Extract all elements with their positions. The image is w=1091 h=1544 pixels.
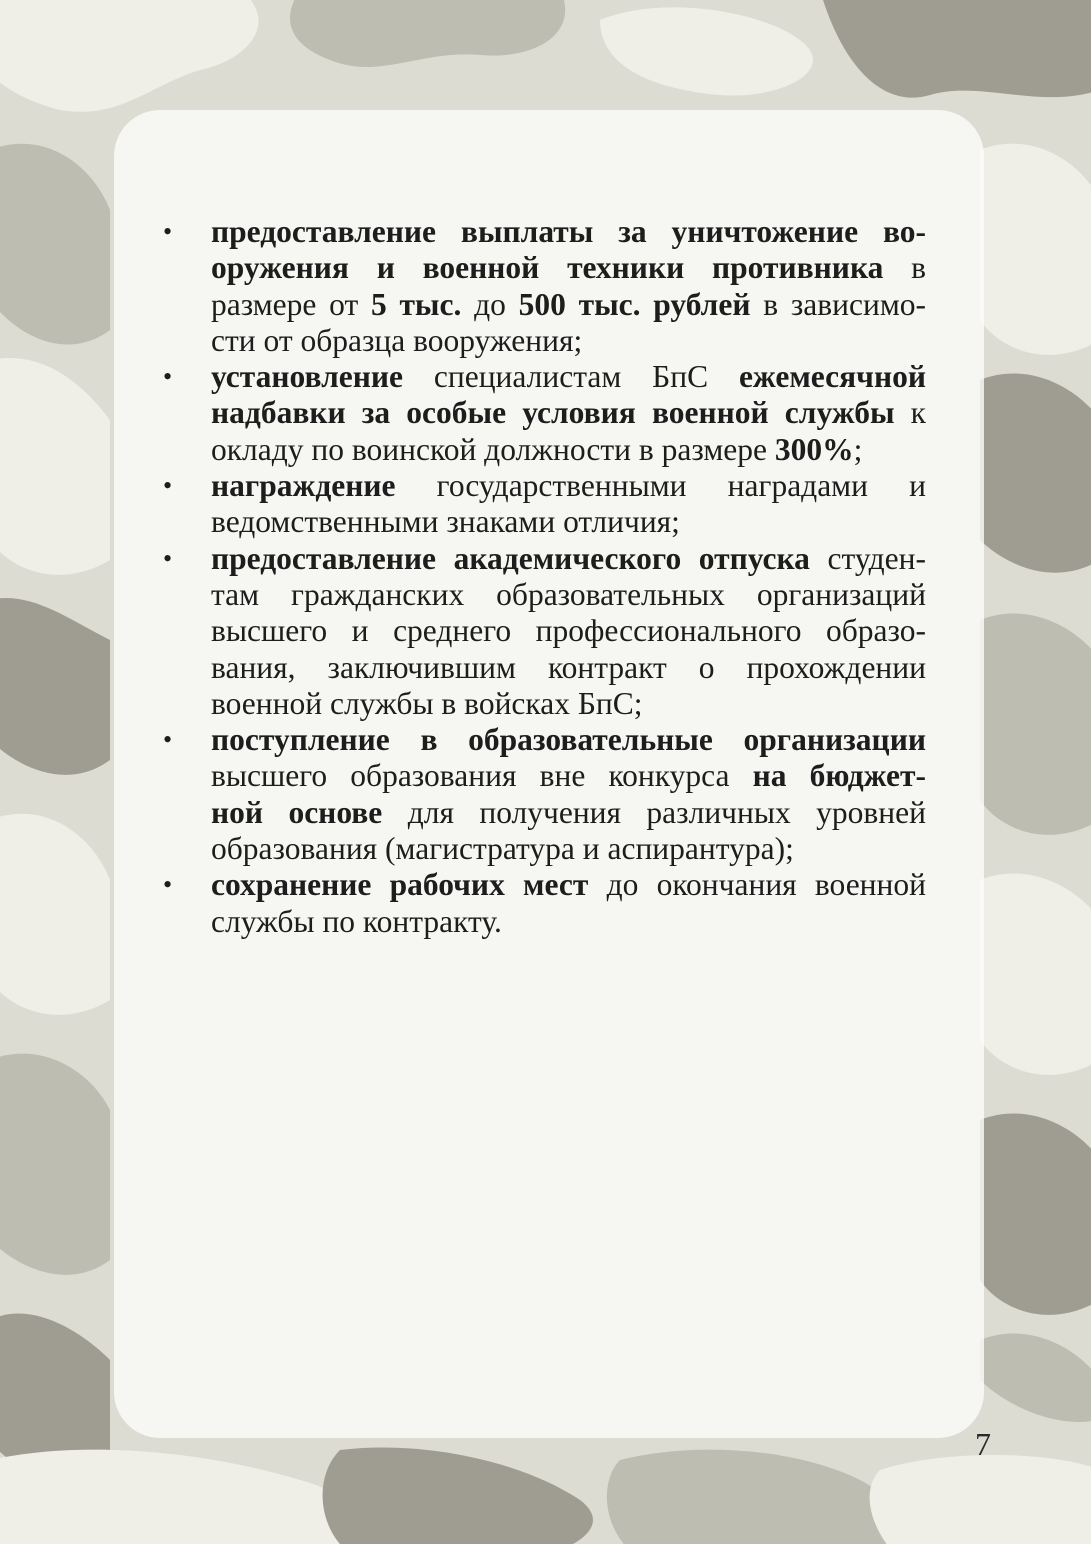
text-line: [211, 613, 926, 649]
bold-text: предоставление академического отпуска: [211, 540, 810, 576]
bullet-icon: •: [163, 471, 173, 501]
text-line: [211, 758, 926, 794]
list-item: [160, 867, 926, 940]
list-item: [160, 722, 926, 867]
regular-text: высшего образования вне конкурса: [211, 758, 753, 794]
bullet-icon: •: [163, 543, 173, 573]
regular-text: государственными наградами и: [395, 468, 926, 504]
text-line: [211, 795, 926, 831]
regular-text: ведомственными знаками отличия;: [211, 504, 680, 540]
regular-text: студен-: [809, 540, 926, 576]
regular-text: образования (магистратура и аспирантура);: [211, 831, 794, 867]
text-line: [211, 686, 926, 722]
text-line: [211, 504, 926, 540]
bullet-icon: •: [163, 362, 173, 392]
regular-text: специалистам БпС: [403, 359, 739, 395]
text-line: [211, 867, 926, 903]
text-line: [211, 359, 926, 395]
regular-text: ;: [853, 431, 863, 467]
text-line: [211, 650, 926, 686]
text-line: [211, 468, 926, 504]
regular-text: службы по контракту.: [211, 903, 502, 939]
text-line: [211, 395, 926, 431]
bullet-icon: •: [163, 217, 173, 246]
text-line: [211, 287, 926, 323]
regular-text: для получения различных уровней: [382, 794, 926, 830]
bold-text: ной основе: [211, 794, 383, 830]
regular-text: к: [894, 395, 926, 431]
list-item: [160, 359, 926, 468]
regular-text: размере от: [211, 286, 371, 322]
text-line: [211, 904, 926, 940]
text-line: [211, 432, 926, 468]
bold-text: установление: [211, 359, 404, 395]
regular-text: вания, заключившим контракт о прохождении: [211, 649, 926, 685]
regular-text: там гражданских образовательных организаций: [211, 576, 926, 612]
list-item: [160, 214, 926, 359]
page-number: 7: [975, 1426, 991, 1462]
text-line: [211, 323, 926, 359]
regular-text: в: [883, 250, 926, 286]
bold-text: поступление в образовательные организации: [211, 722, 926, 758]
text-line: [211, 577, 926, 613]
text-line: [211, 214, 926, 250]
list-item: [160, 541, 926, 722]
bold-text: предоставление выплаты за уничтожение во-: [211, 214, 926, 249]
bold-text: ежемесячной: [738, 359, 926, 395]
bold-text: на бюджет-: [752, 758, 926, 794]
bold-text: награждение: [211, 468, 396, 504]
bold-text: оружения и военной техники противника: [211, 250, 884, 286]
text-line: [211, 250, 926, 286]
regular-text: сти от образца вооружения;: [211, 322, 583, 358]
list-item: [160, 468, 926, 541]
bold-text: 300%: [774, 431, 854, 467]
regular-text: до окончания военной: [588, 867, 926, 903]
bold-text: 500 тыс. рублей: [518, 286, 751, 322]
bold-text: 5 тыс.: [370, 286, 462, 322]
regular-text: военной службы в войсках БпС;: [211, 685, 643, 721]
regular-text: в зависимо-: [750, 286, 926, 322]
regular-text: окладу по воинской должности в размере: [211, 431, 775, 467]
text-line: [211, 541, 926, 577]
bullet-icon: •: [163, 870, 173, 900]
bullet-icon: •: [163, 725, 173, 755]
bold-text: сохранение рабочих мест: [211, 867, 589, 903]
regular-text: до: [461, 286, 519, 322]
benefits-list: [160, 214, 926, 940]
regular-text: высшего и среднего профессионального образо-: [211, 613, 926, 649]
text-line: [211, 722, 926, 758]
bold-text: надбавки за особые условия военной службы: [211, 395, 895, 431]
text-line: [211, 831, 926, 867]
